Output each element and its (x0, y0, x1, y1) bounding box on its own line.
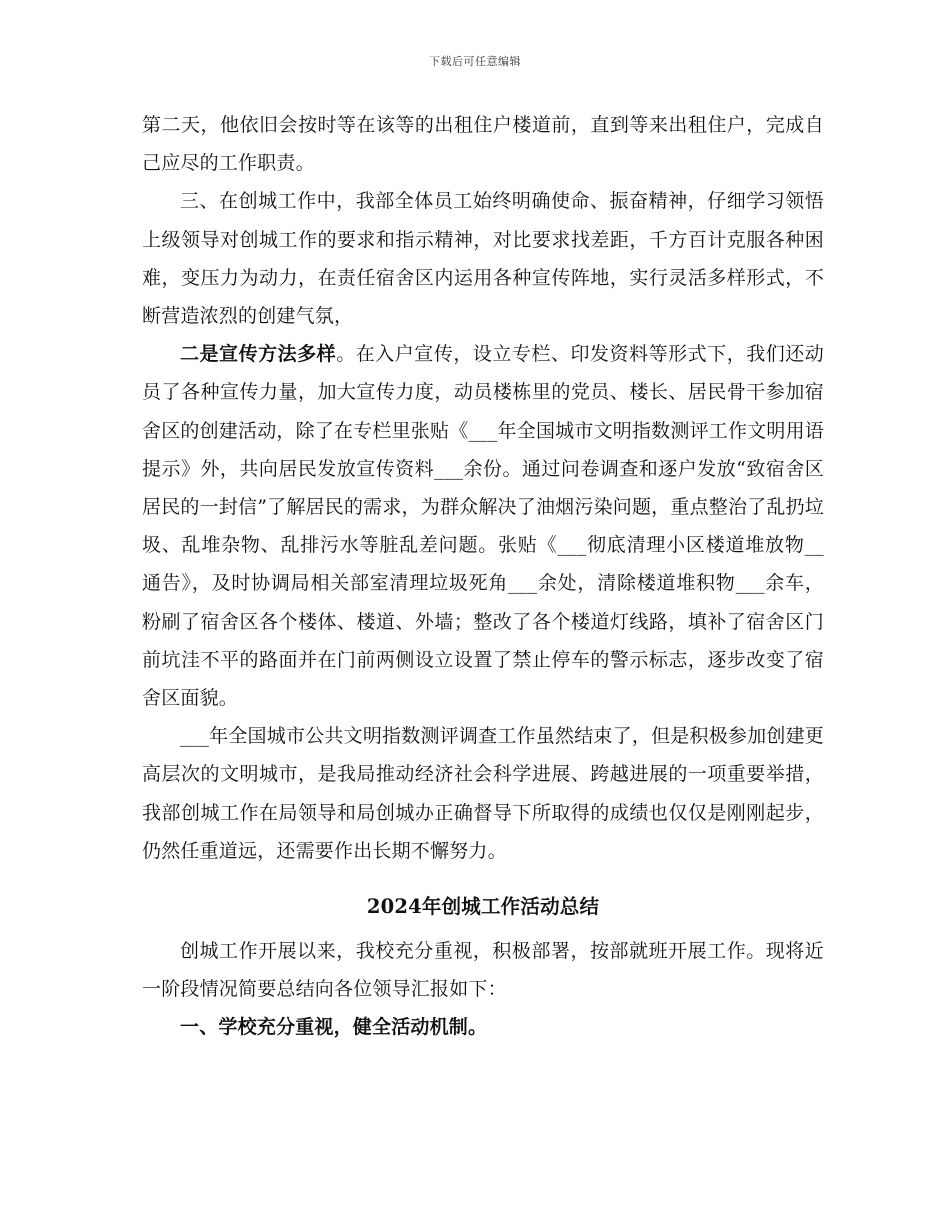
paragraph-3-lead: 二是宣传方法多样 (180, 343, 337, 366)
section-heading-1: 一、学校充分重视，健全活动机制。 (180, 1016, 488, 1039)
paragraph-5: 创城工作开展以来，我校充分重视，积极部署，按部就班开展工作。现将近一阶段情况简要总结向各位领导汇报如下： (142, 940, 824, 1001)
paragraph-4: ___年全国城市公共文明指数测评调查工作虽然结束了，但是积极参加创建更高层次的文明城市，是我局推动经济社会科学进展、跨越进展的一项重要举措，我部创城工作在局领导和局创城办正确督导下所取得的成绩也仅仅是刚刚起步，仍然任重道远，还需要作出长期不懈努力。 (142, 725, 824, 862)
section-title: 2024年创城工作活动总结 (366, 895, 600, 919)
paragraph-1: 第二天，他依旧会按时等在该等的出租住户楼道前，直到等来出租住户，完成自己应尽的工作职责。 (142, 114, 824, 175)
paragraph-3-text: 。在入户宣传，设立专栏、印发资料等形式下，我们还动员了各种宣传力量，加大宣传力度，动员楼栋里的党员、楼长、居民骨干参加宿舍区的创建活动，除了在专栏里张贴《___年全国城市文明指数测评工作文明用语提示》外，共向居民发放宣传资料___余份。通过问卷调查和逐户发放“致宿舍区居民的一封信”了解居民的需求，为群众解决了油烟污染问题，重点整治了乱扔垃圾、乱堆杂物、乱排污水等脏乱差问题。张贴《___彻底清理小区楼道堆放物__通告》，及时协调局相关部室清理垃圾死角___余处，清除楼道堆积物___余车，粉刷了宿舍区各个楼体、楼道、外墙；整改了各个楼道灯线路，填补了宿舍区门前坑洼不平的路面并在门前两侧设立设置了禁止停车的警示标志，逐步改变了宿舍区面貌。 (142, 343, 824, 710)
document-body (142, 106, 824, 1047)
paragraph-2: 三、在创城工作中，我部全体员工始终明确使命、振奋精神，仔细学习领悟上级领导对创城工作的要求和指示精神，对比要求找差距，千方百计克服各种困难，变压力为动力，在责任宿舍区内运用各种宣传阵地，实行灵活多样形式，不断营造浓烈的创建气氛， (142, 190, 824, 328)
paragraph-3 (142, 335, 824, 717)
page-header-note: 下载后可任意编辑 (429, 55, 521, 68)
